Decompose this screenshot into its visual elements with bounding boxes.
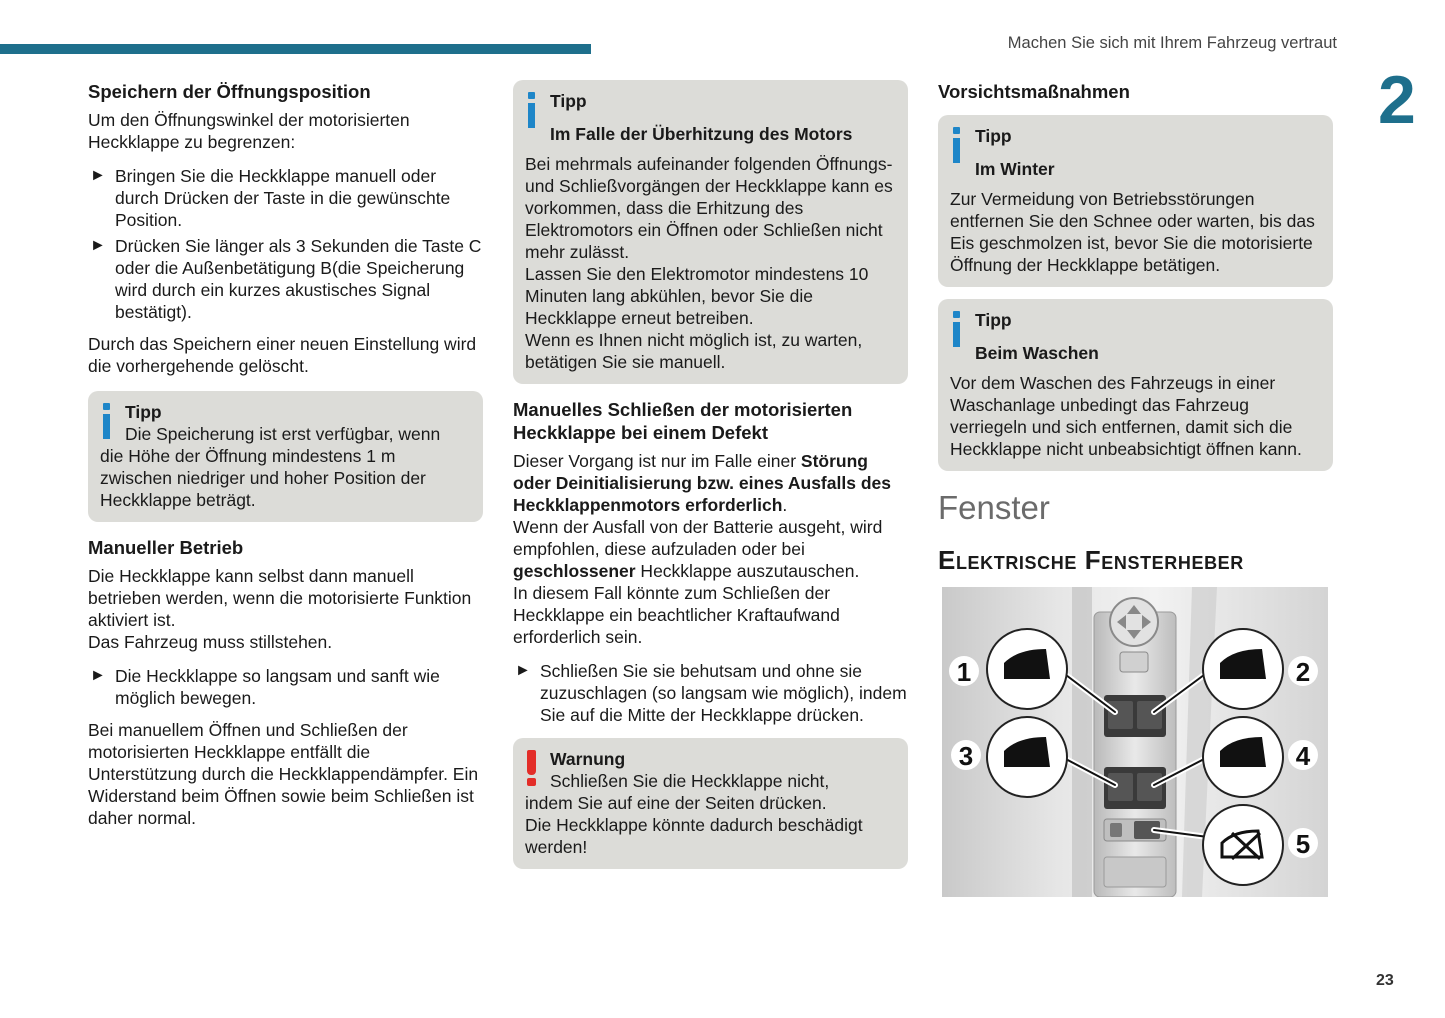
callout-window-rear-right [1203, 717, 1283, 797]
tip-title: Tipp [975, 310, 1012, 330]
bullet-list [513, 660, 908, 726]
paragraph: Das Fahrzeug muss stillstehen. [88, 632, 333, 652]
chapter-number: 2 [1378, 62, 1416, 138]
window-switch-illustration [942, 587, 1328, 897]
warning-body: Die Heckklappe könnte dadurch beschädigt werden! [525, 815, 863, 857]
window-switch-figure [942, 587, 1328, 897]
warning-box [513, 738, 908, 869]
info-icon [525, 92, 539, 128]
column-right [938, 80, 1333, 897]
heading-opening-position: Speichern der Öffnungsposition [88, 81, 371, 102]
column-left [88, 80, 483, 829]
subsection-title: Elektrische Fensterheber [938, 545, 1244, 575]
callout-number: 3 [958, 741, 974, 771]
heading-precautions: Vorsichtsmaßnahmen [938, 81, 1130, 102]
tip-box-wash [938, 299, 1333, 471]
tip-box-winter [938, 115, 1333, 287]
bullet-list [88, 665, 483, 709]
callout-window-rear-left [987, 717, 1067, 797]
column-middle [513, 80, 908, 869]
tip-body: Zur Vermeidung von Betriebsstörungen entfernen Sie den Schnee oder warten, bis das Eis geschmolzen ist, bevor Sie die motorisierte Öffnung der Heckklappe betätigen. [950, 189, 1315, 275]
paragraph: In diesem Fall könnte zum Schließen der Heckklappe ein beachtlicher Kraftaufwand erforderlich sein. [513, 583, 840, 647]
info-icon [950, 127, 964, 163]
arrow-bullet-icon: ► [90, 667, 106, 684]
list-item: ► Drücken Sie länger als 3 Sekunden die Taste C oder die Außenbetätigung B(die Speicherung wird durch ein kurzes akustisches Signal bestätigt). [90, 236, 482, 322]
tip-body: Lassen Sie den Elektromotor mindestens 10 Minuten lang abkühlen, bevor Sie die Heckklappe erneut betreiben. [525, 264, 869, 328]
section-title: Fenster [938, 489, 1050, 526]
callout-number: 1 [956, 657, 972, 687]
list-item: ► Bringen Sie die Heckklappe manuell oder durch Drücken der Taste in die gewünschte Position. [90, 166, 451, 230]
callout-window-front-right [1203, 629, 1283, 709]
tip-subtitle: Beim Waschen [975, 343, 1099, 363]
tip-title: Tipp [125, 402, 162, 422]
warning-body-first: Schließen Sie die Heckklappe nicht, [550, 771, 830, 791]
warning-icon [525, 750, 539, 786]
paragraph: Wenn der Ausfall von der Batterie ausgeht, wird empfohlen, diese aufzuladen oder bei geschlossener Heckklappe auszutauschen. [513, 517, 883, 581]
paragraph: Die Heckklappe kann selbst dann manuell betrieben werden, wenn die motorisierte Funktion aktiviert ist. [88, 566, 472, 630]
arrow-bullet-icon: ► [90, 237, 106, 254]
heading-manual-operation: Manueller Betrieb [88, 537, 244, 558]
info-icon [950, 311, 964, 347]
tip-body: Bei mehrmals aufeinander folgenden Öffnungs- und Schließvorgängen der Heckklappe kann es vorkommen, dass die Erhitzung des Elektromotors ein Öffnen oder Schließen nicht mehr zulässt. [525, 154, 893, 262]
callout-window-lock [1203, 805, 1283, 885]
warning-title: Warnung [550, 749, 626, 769]
header-accent-bar [0, 44, 591, 54]
tip-body: die Höhe der Öffnung mindestens 1 m zwischen niedriger und hoher Position der Heckklappe beträgt. [100, 446, 426, 510]
tip-box [88, 391, 483, 522]
arrow-bullet-icon: ► [515, 662, 531, 679]
info-icon [100, 403, 114, 439]
paragraph: Dieser Vorgang ist nur im Falle einer Störung oder Deinitialisierung bzw. eines Ausfalls des Heckklappenmotors erforderlich. [513, 451, 891, 515]
callout-number: 5 [1295, 829, 1311, 859]
paragraph: Durch das Speichern einer neuen Einstellung wird die vorhergehende gelöscht. [88, 334, 477, 376]
tip-subtitle: Im Falle der Überhitzung des Motors [550, 124, 853, 144]
paragraph: Bei manuellem Öffnen und Schließen der motorisierten Heckklappe entfällt die Unterstützung durch die Heckklappendämpfer. Ein Widerstand beim Öffnen sowie beim Schließen ist daher normal. [88, 720, 479, 828]
paragraph: Um den Öffnungswinkel der motorisierten Heckklappe zu begrenzen: [88, 110, 410, 152]
heading-manual-closing-defect: Manuelles Schließen der motorisierten Heckklappe bei einem Defekt [513, 399, 853, 443]
tip-title: Tipp [550, 91, 587, 111]
arrow-bullet-icon: ► [90, 167, 106, 184]
callout-number: 4 [1295, 741, 1311, 771]
list-item: ► Schließen Sie sie behutsam und ohne sie zuzuschlagen (so langsam wie möglich), indem Sie auf die Mitte der Heckklappe drücken. [515, 661, 907, 725]
tip-body-first: Die Speicherung ist erst verfügbar, wenn [125, 424, 441, 444]
tip-box [513, 80, 908, 384]
bullet-list [88, 165, 483, 323]
callout-number: 2 [1295, 657, 1311, 687]
tip-subtitle: Im Winter [975, 159, 1055, 179]
callout-window-front-left [987, 629, 1067, 709]
warning-body: indem Sie auf eine der Seiten drücken. [525, 793, 827, 813]
tip-body: Wenn es Ihnen nicht möglich ist, zu warten, betätigen Sie sie manuell. [525, 330, 863, 372]
tip-title: Tipp [975, 126, 1012, 146]
tip-body: Vor dem Waschen des Fahrzeugs in einer Waschanlage unbedingt das Fahrzeug verriegeln und sich entfernen, damit sich die Heckklappe nicht unbeabsichtigt öffnen kann. [950, 373, 1302, 459]
running-header: Machen Sie sich mit Ihrem Fahrzeug vertraut [1007, 34, 1337, 52]
list-item: ► Die Heckklappe so langsam und sanft wie möglich bewegen. [90, 666, 440, 708]
page-number: 23 [1376, 972, 1394, 989]
